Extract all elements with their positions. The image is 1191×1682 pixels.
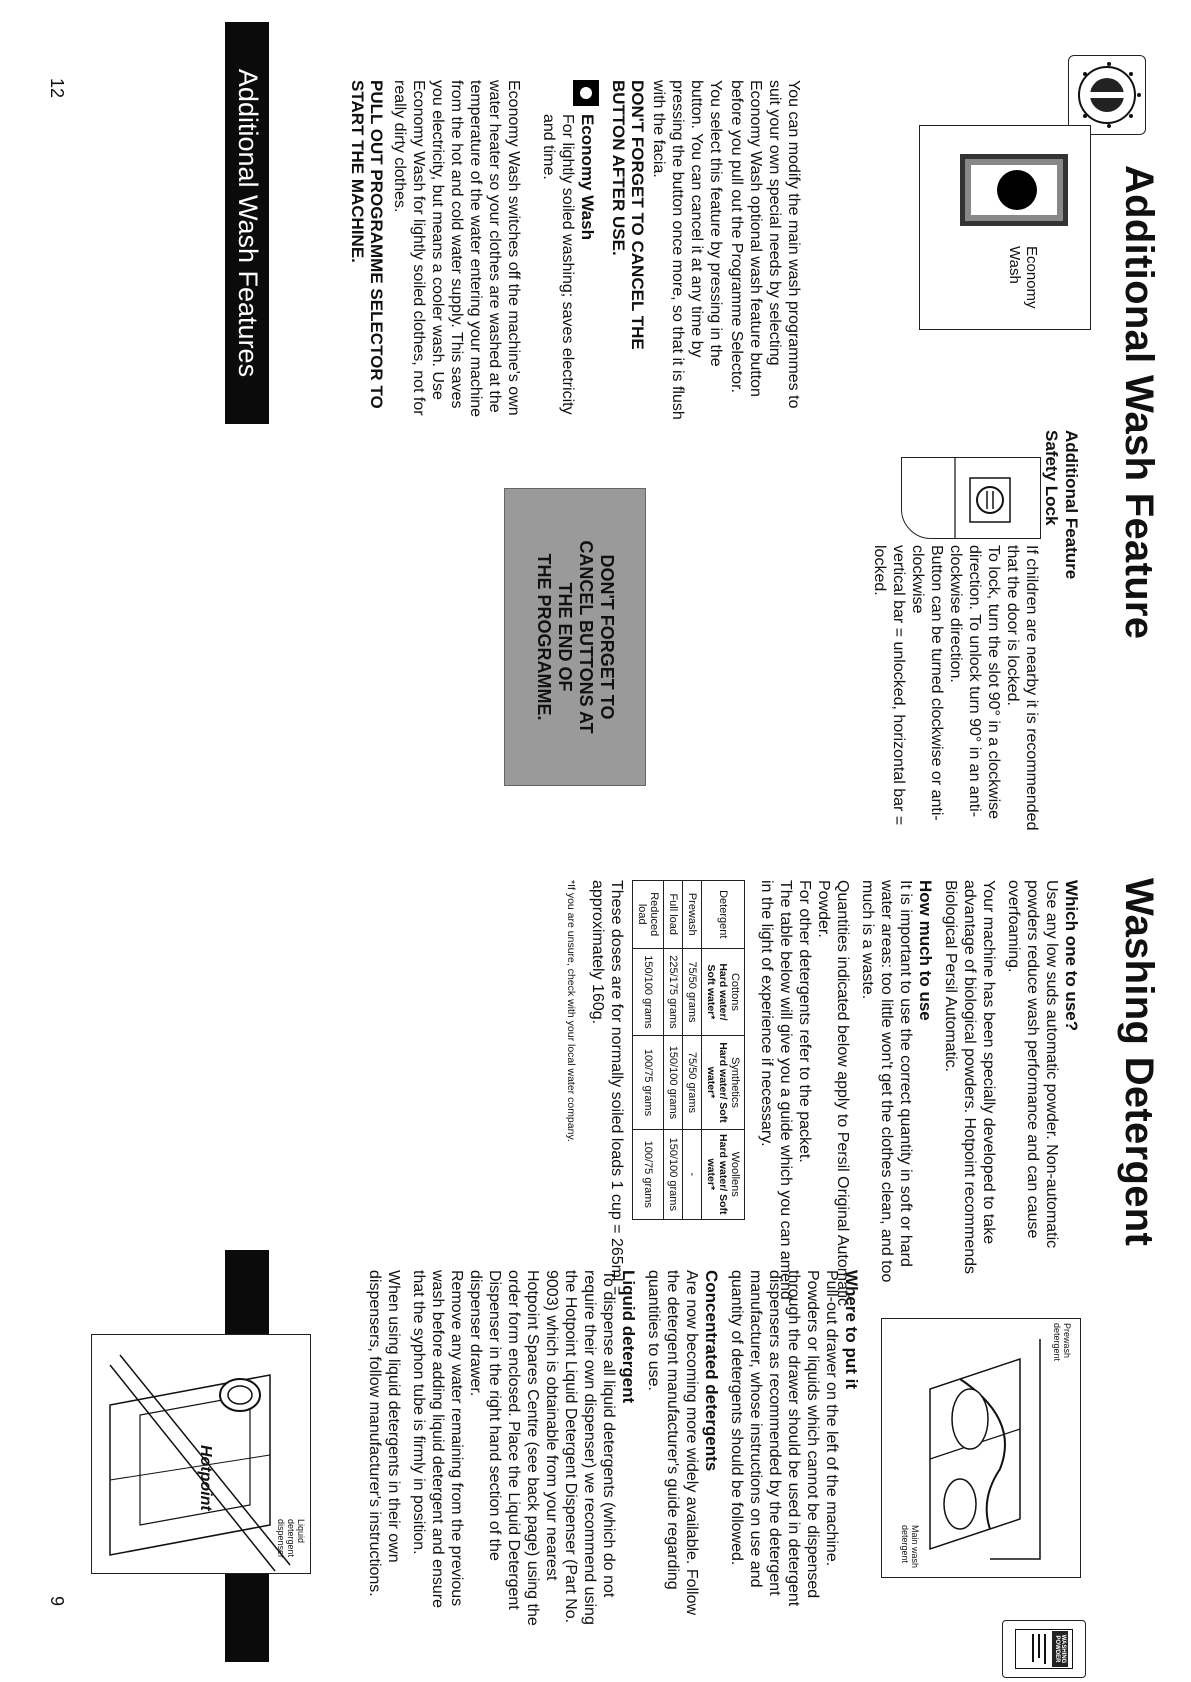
- safety-lock-text: [870, 545, 1041, 845]
- table-cell: 100/75 grams: [633, 1129, 664, 1219]
- economy-wash-button-circle: [997, 170, 1037, 210]
- bar-text: vertical bar = unlocked, horizontal bar = locked.: [871, 545, 907, 826]
- reminder-line-3: THE END OF: [555, 582, 575, 692]
- pull-out-instruction: PULL OUT PROGRAMME SELECTOR TO START THE MACHINE.: [348, 80, 386, 409]
- right-page-column-2: [365, 1270, 861, 1626]
- table-row: [633, 881, 664, 1220]
- page-title-washing-detergent: Washing Detergent: [1117, 878, 1161, 1247]
- where-text: Pull-out drawer on the left of the machine. Powders or liquids which cannot be dispensed through the drawer should be used in detergent dispensers as recommended by the detergent manufacturer, whose instructions on use and quantity of detergents should be followed.: [728, 1270, 840, 1607]
- table-cell: 225/175 grams: [664, 948, 683, 1036]
- fig-hotpoint-brand: Hotpoint: [197, 1445, 214, 1511]
- intro-text: You can modify the main wash programmes to suit your own special needs by selecting Economy Wash optional wash feature button before you pull out the Programme Selector.: [728, 80, 802, 409]
- page-title-additional-wash: Additional Wash Feature: [1117, 165, 1161, 640]
- safety-lock-figure: [901, 457, 1041, 539]
- economy-subtext: For lightly soiled washing; saves electricity and time.: [540, 114, 576, 415]
- remove-text: Remove any water remaining from the previous wash before adding liquid detergent and ensure that the syphon tube is firmly in position.: [410, 1270, 465, 1609]
- economy-heading: Economy Wash: [578, 114, 597, 240]
- table-cell: 75/50 grams: [683, 948, 702, 1036]
- economy-wash-button-figure: [919, 125, 1091, 330]
- reminder-line-2: CANCEL BUTTONS AT: [576, 540, 596, 734]
- pack-label: WASHING POWDER: [1052, 1631, 1068, 1667]
- economy-body: Economy Wash switches off the machine's own water heater so your clothes are washed at the temperature of the water entering your machine from the hot and cold water supply. This saves you electricity, but means a cooler wash. Use Economy Wash for lightly soiled clothes, not for really dirty clothes.: [391, 80, 522, 418]
- reminder-line-4: THE PROGRAMME.: [534, 553, 554, 721]
- quantities-text: Quantities indicated below apply to Persil Original Automatic Powder.: [815, 880, 851, 1306]
- liquid-text: To dispense all liquid detergents (which do not require their own dispenser) we recommend using the Hotpoint Liquid Detergent Dispenser (Part No. 9003) which is obtainable from your nearest Hotpoint Spares Centre (see back page) using the order form enclosed. Place the Liquid Detergent Dispenser in the right hand section of the dispenser drawer.: [467, 1270, 617, 1626]
- table-cell: 150/100 grams: [633, 948, 664, 1036]
- liquid-dispenser-figure: [91, 1334, 311, 1574]
- lock-text: To lock, turn the slot 90° in a clockwise direction. To unlock turn 90° in an anti-clockwise direction.: [947, 545, 1002, 820]
- table-row: [664, 881, 683, 1220]
- economy-wash-button: [960, 154, 1068, 226]
- page-number-right: 9: [47, 1596, 67, 1607]
- how-text: It is important to use the correct quantity in soft or hard water areas: too little won't get the clothes clean, and too much is a waste.: [859, 880, 914, 1283]
- table-cell: 75/50 grams: [683, 1036, 702, 1129]
- table-header-synthetics: Synthetics Hard water/ Soft water*: [702, 1036, 745, 1129]
- how-heading: How much to use: [916, 880, 935, 1021]
- table-header-detergent: Detergent: [702, 881, 745, 949]
- safety-heading-2: Safety Lock: [1042, 430, 1061, 526]
- safety-lock-section: [1041, 430, 1081, 840]
- table-cell: 150/100 grams: [664, 1129, 683, 1219]
- safety-lock-icon: [902, 458, 1040, 538]
- which-text: Use any low suds automatic powder. Non-automatic powders reduce wash performance and can cause overfoaming.: [1005, 880, 1060, 1249]
- section-tab-additional-wash: Additional Wash Features: [225, 22, 269, 424]
- table-cell: Reduced load: [633, 881, 664, 949]
- table-cell: 100/75 grams: [633, 1036, 664, 1129]
- own-dispenser-text: When using liquid detergents in their own dispensers, follow manufacturer's instructions.: [366, 1270, 402, 1597]
- page-number-left: 12: [47, 78, 67, 99]
- reminder-line-1: DON'T FORGET TO: [597, 554, 617, 720]
- fig-label-liquid: Liquid detergent dispenser: [276, 1519, 306, 1559]
- safety-heading-1: Additional Feature: [1062, 430, 1081, 580]
- safety-text: If children are nearby it is recommended that the door is locked.: [1004, 545, 1040, 831]
- table-header-cottons: Cottons Hard water/ Soft water*: [702, 948, 745, 1036]
- economy-marker-icon: [573, 80, 599, 106]
- table-cell: Prewash: [683, 881, 702, 949]
- concentrated-heading: Concentrated detergents: [702, 1270, 721, 1472]
- programme-dial-icon: [1068, 55, 1146, 135]
- economy-wash-button-label: Economy Wash: [1006, 246, 1040, 309]
- guide-text: The table below will give you a guide which you can amend in the light of experience if necessary.: [758, 880, 794, 1300]
- left-page-column-1: [348, 80, 803, 420]
- liquid-heading: Liquid detergent: [619, 1270, 638, 1404]
- machine-text: Your machine has been specially developed to take advantage of biological powders. Hotpoint recommends Biological Persil Automatic.: [942, 880, 997, 1275]
- table-header-woollens: Woollens Hard water/ Soft water*: [702, 1129, 745, 1219]
- economy-section: [539, 80, 599, 420]
- right-page-column-1: [561, 880, 1081, 1310]
- cancel-buttons-reminder-box: [504, 488, 646, 786]
- concentrated-text: Are now becoming more widely available. Follow the detergent manufacturer's guide regarding quantities to use.: [645, 1270, 700, 1616]
- where-heading: Where to put it: [842, 1270, 861, 1389]
- table-cell: Full load: [664, 881, 683, 949]
- detergent-quantity-table: [632, 880, 745, 1220]
- table-header-row: [702, 881, 745, 1220]
- fig-label-main-wash: Main wash detergent: [900, 1525, 920, 1569]
- other-text: For other detergents refer to the packet.: [796, 880, 813, 1163]
- cancel-reminder: DON'T FORGET TO CANCEL THE BUTTON AFTER USE.: [609, 80, 647, 350]
- turn-text: Button can be turned clockwise or anti-clockwise: [909, 545, 945, 821]
- washing-powder-pack-icon: [1002, 1620, 1086, 1678]
- doses-text: These doses are for normally soiled loads 1 cup = 265ml = approximately 160g.: [589, 880, 625, 1296]
- water-note: *If you are unsure, check with your local water company.: [565, 880, 577, 1142]
- which-heading: Which one to use?: [1062, 880, 1081, 1032]
- table-cell: -: [683, 1129, 702, 1219]
- dispenser-drawer-figure: [881, 1318, 1081, 1578]
- table-row: [683, 881, 702, 1220]
- fig-label-prewash: Prewash detergent: [1052, 1323, 1072, 1362]
- table-cell: 150/100 grams: [664, 1036, 683, 1129]
- select-text: You select this feature by pressing in the button. You can cancel it at any time by pressing the button once more, so that it is flush with the facia.: [650, 80, 724, 420]
